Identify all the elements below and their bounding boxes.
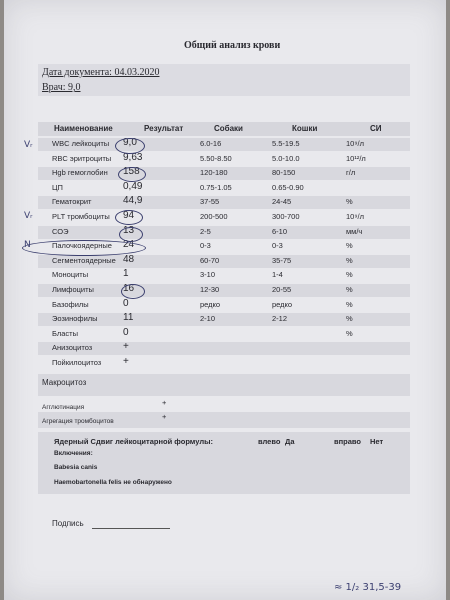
row-name: Сегментоядерные	[52, 255, 116, 265]
shift-right-label: вправо	[334, 437, 361, 446]
row-result: 94	[123, 210, 135, 221]
shift-label: Ядерный Сдвиг лейкоцитарной формулы:	[54, 437, 213, 446]
header-si: СИ	[370, 124, 382, 133]
row-cats: 24-45	[272, 197, 292, 207]
row-result: 0	[123, 297, 129, 309]
signature-line	[92, 528, 170, 529]
row-dogs: 0-3	[200, 241, 211, 251]
row-si: %	[346, 299, 353, 309]
circle-lymph	[121, 284, 145, 299]
row-band	[38, 342, 410, 355]
row-result: 11	[123, 312, 134, 324]
row-name: Базофилы	[52, 299, 89, 309]
doctor-label: Врач:	[42, 82, 66, 93]
row-name: Анизоцитоз	[52, 343, 93, 353]
macrocytosis-band	[38, 374, 410, 396]
document-sheet	[4, 0, 446, 600]
row-dogs: 120-180	[200, 168, 228, 178]
row-result: 1	[123, 268, 129, 280]
circle-plt	[115, 210, 143, 225]
row-cats: 0-3	[272, 241, 283, 251]
row-name: Пойкилоцитоз	[52, 358, 102, 367]
row-si: 10⁹/л	[346, 212, 365, 221]
row-name: ЦП	[52, 182, 63, 192]
agglutination-mark: +	[162, 398, 167, 407]
row-si: г/л	[346, 168, 356, 178]
row-band	[38, 196, 410, 209]
shift-left-label: влево	[258, 437, 281, 446]
row-name: WBC лейкоциты	[52, 139, 110, 148]
header-cats: Кошки	[292, 124, 318, 133]
signature-label: Подпись	[52, 519, 84, 528]
row-result: +	[123, 356, 129, 367]
doctor	[42, 82, 81, 93]
platelet-aggregation-label: Агрегация тромбоцитов	[42, 418, 114, 425]
row-cats: 1-4	[272, 270, 283, 280]
row-name: СОЭ	[52, 226, 69, 236]
doctor-value: 9,0	[68, 82, 81, 93]
row-si: %	[346, 270, 353, 280]
row-dogs: 0.75-1.05	[200, 182, 232, 192]
row-dogs: 200-500	[200, 212, 228, 221]
handwritten-mark-1: Vᵣ	[24, 140, 33, 150]
row-si: 10⁹/л	[346, 139, 365, 148]
row-result: 44,9	[123, 195, 143, 207]
row-si: мм/ч	[346, 226, 363, 236]
row-name: Эозинофилы	[52, 314, 98, 324]
row-si: 10¹²/л	[346, 153, 366, 163]
row-cats: 5.0-10.0	[272, 153, 300, 163]
row-name: Бласты	[52, 328, 78, 338]
row-dogs: 2-5	[200, 226, 211, 236]
row-result: 9,63	[123, 151, 143, 163]
row-dogs: 60-70	[200, 255, 220, 265]
row-dogs: 6.0-16	[200, 139, 222, 148]
row-dogs: 5.50-8.50	[200, 153, 232, 163]
row-cats: 80-150	[272, 168, 296, 178]
row-name: Гематокрит	[52, 197, 92, 207]
row-name: Палочкоядерные	[52, 241, 112, 251]
document-date	[42, 67, 159, 78]
row-si: %	[346, 285, 353, 294]
row-result: 24	[123, 239, 135, 251]
row-cats: редко	[272, 299, 293, 309]
row-cats: 2-12	[272, 314, 288, 324]
document-date-value: 04.03.2020	[114, 67, 160, 78]
circle-esr	[119, 224, 143, 242]
row-result: 0	[123, 326, 129, 338]
row-si: %	[346, 328, 353, 338]
circle-wbc	[115, 138, 145, 154]
shift-left-value: Да	[285, 437, 295, 446]
header-result: Результат	[144, 124, 184, 133]
shift-right-value: Нет	[370, 437, 384, 446]
row-name: Hgb гемоглобин	[52, 168, 108, 178]
macrocytosis-label: Макроцитоз	[42, 378, 87, 387]
row-si: %	[346, 241, 353, 251]
row-name: RBC эритроциты	[52, 153, 112, 163]
row-name: Моноциты	[52, 270, 89, 280]
row-result: 16	[123, 283, 135, 294]
handwritten-mark-3: N	[24, 240, 31, 250]
header-dogs: Собаки	[214, 124, 243, 133]
handwritten-bottom-note: ≈ 1/₂ 31,5-39	[334, 582, 402, 593]
row-si: %	[346, 255, 353, 265]
row-cats: 5.5-19.5	[272, 139, 300, 148]
document-date-label: Дата документа:	[42, 67, 112, 78]
row-name: PLT тромбоциты	[52, 212, 110, 221]
inclusion-babesia: Babesia canis	[54, 464, 98, 471]
inclusions-label: Включения:	[54, 450, 93, 457]
platelet-aggregation-mark: +	[162, 412, 167, 421]
row-cats: 300-700	[272, 212, 300, 221]
row-si: %	[346, 314, 353, 324]
row-dogs: редко	[200, 299, 221, 309]
circle-band	[22, 240, 146, 256]
row-result: 158	[123, 166, 140, 178]
agglutination-label: Агглютинация	[42, 404, 85, 411]
row-dogs: 37-55	[200, 197, 220, 207]
header-name: Наименование	[54, 124, 113, 133]
row-dogs: 2-10	[200, 314, 216, 324]
row-result: 9,0	[123, 137, 137, 148]
row-cats: 35-75	[272, 255, 292, 265]
document-title: Общий анализ крови	[184, 40, 281, 51]
handwritten-mark-2: Vᵣ	[24, 211, 33, 221]
row-cats: 20-55	[272, 285, 292, 294]
row-name: Лимфоциты	[52, 285, 94, 294]
row-cats: 0.65-0.90	[272, 182, 304, 192]
row-result: 13	[123, 224, 135, 236]
circle-hgb	[118, 167, 146, 182]
row-dogs: 3-10	[200, 270, 216, 280]
row-result: +	[123, 341, 129, 353]
row-dogs: 12-30	[200, 285, 220, 294]
row-si: %	[346, 197, 353, 207]
row-result: 0,49	[123, 180, 143, 192]
row-cats: 6-10	[272, 226, 288, 236]
inclusion-haemobartonella: Haemobartonella felis не обнаружено	[54, 479, 172, 486]
row-result: 48	[123, 253, 135, 265]
